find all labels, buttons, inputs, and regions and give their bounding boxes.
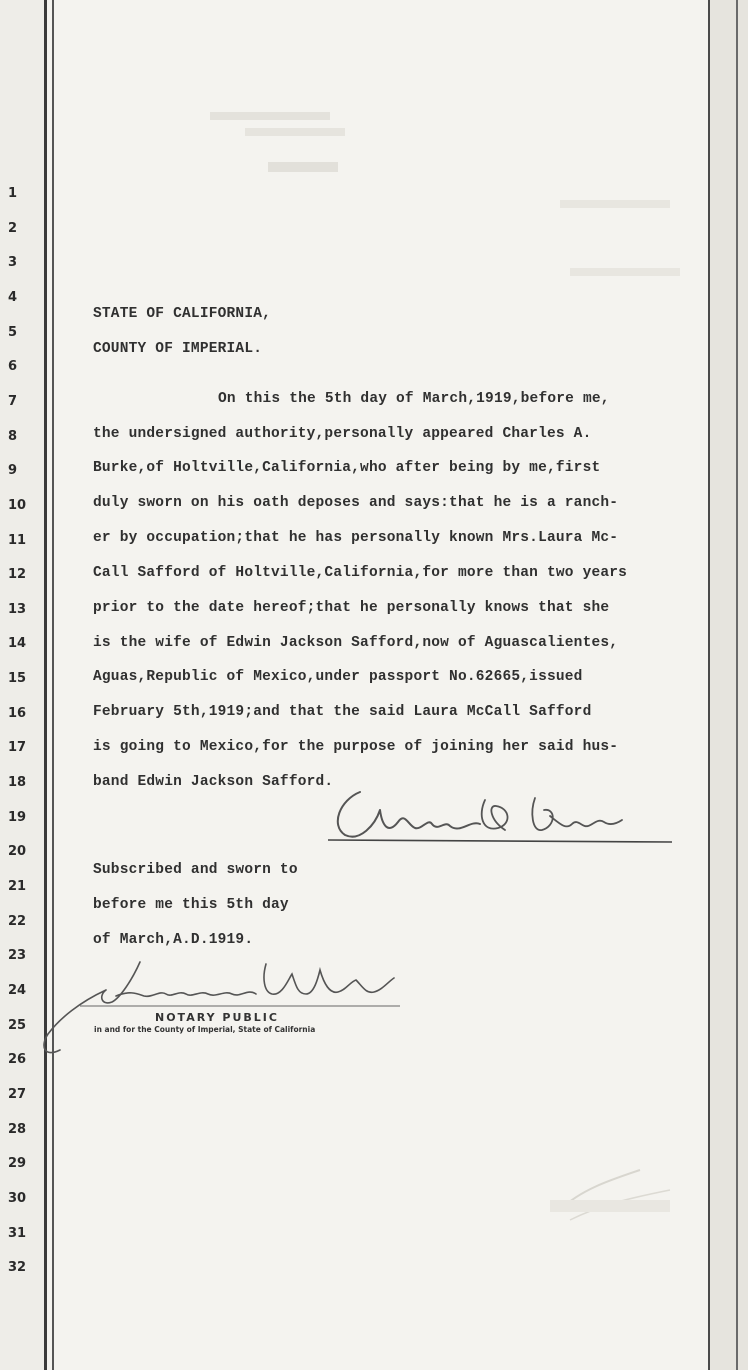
affiant-signature <box>320 780 680 850</box>
line-number: 18 <box>8 775 27 791</box>
affidavit-line: prior to the date hereof;that he personally knows that she <box>93 600 610 616</box>
line-number: 10 <box>8 497 27 513</box>
state-heading: STATE OF CALIFORNIA, <box>93 306 272 322</box>
line-number: 16 <box>8 705 27 721</box>
line-number: 21 <box>8 879 27 894</box>
line-number-column <box>0 0 44 1370</box>
affidavit-line: Aguas,Republic of Mexico,under passport No.62665,issued <box>93 669 583 685</box>
line-number: 2 <box>8 220 18 236</box>
line-number: 13 <box>8 601 27 617</box>
line-number: 5 <box>8 324 18 340</box>
line-number: 29 <box>8 1156 27 1172</box>
line-number: 1 <box>8 186 18 201</box>
line-number: 15 <box>8 671 27 687</box>
right-page-edge-line <box>736 0 738 1370</box>
line-number: 7 <box>8 393 18 409</box>
affidavit-line: er by occupation;that he has personally known Mrs.Laura Mc- <box>93 530 619 546</box>
affidavit-line: February 5th,1919;and that the said Laura McCall Safford <box>93 704 592 720</box>
line-number: 30 <box>8 1190 27 1206</box>
line-number: 12 <box>8 567 27 583</box>
affidavit-line: duly sworn on his oath deposes and says:that he is a ranch- <box>93 495 619 511</box>
bleed-through-mark <box>570 268 680 276</box>
affidavit-line: On this the 5th day of March,1919,before me, <box>218 391 610 407</box>
line-number: 20 <box>8 844 27 860</box>
notary-title: NOTARY PUBLIC <box>155 1011 279 1024</box>
line-number: 31 <box>8 1225 27 1241</box>
bleed-through-mark <box>245 128 345 136</box>
affidavit-line: is the wife of Edwin Jackson Safford,now of Aguascalientes, <box>93 635 619 651</box>
margin-rule <box>44 0 47 1370</box>
line-number: 17 <box>8 740 27 756</box>
line-number: 25 <box>8 1017 27 1033</box>
affidavit-line: the undersigned authority,personally appeared Charles A. <box>93 426 592 442</box>
jurat-line: of March,A.D.1919. <box>93 932 254 948</box>
affidavit-line: is going to Mexico,for the purpose of joining her said hus- <box>93 739 619 755</box>
notary-signature <box>20 950 420 1070</box>
line-number: 23 <box>8 948 27 964</box>
line-number: 9 <box>8 463 18 479</box>
jurat-line: before me this 5th day <box>93 897 289 913</box>
bleed-through-mark <box>268 162 338 172</box>
line-number: 19 <box>8 809 27 825</box>
jurat-line: Subscribed and sworn to <box>93 862 298 878</box>
line-number: 6 <box>8 359 18 375</box>
margin-rule-inner <box>52 0 54 1370</box>
notary-subtitle: in and for the County of Imperial, State of California <box>94 1025 316 1034</box>
faint-seal-mark <box>540 1150 690 1230</box>
line-number: 32 <box>8 1260 27 1276</box>
line-number: 27 <box>8 1086 27 1102</box>
line-number: 4 <box>8 289 18 305</box>
line-number: 28 <box>8 1121 27 1137</box>
line-number: 14 <box>8 636 27 652</box>
affidavit-line: band Edwin Jackson Safford. <box>93 774 334 790</box>
affidavit-line: Call Safford of Holtville,California,for more than two years <box>93 565 628 581</box>
line-number: 3 <box>8 255 18 271</box>
right-page-edge <box>708 0 748 1370</box>
bleed-through-mark <box>210 112 330 120</box>
line-number: 8 <box>8 428 18 444</box>
line-number: 26 <box>8 1052 27 1068</box>
line-number: 22 <box>8 913 27 929</box>
bleed-through-mark <box>560 200 670 208</box>
line-number: 11 <box>8 532 27 548</box>
county-heading: COUNTY OF IMPERIAL. <box>93 341 263 357</box>
affidavit-line: Burke,of Holtville,California,who after being by me,first <box>93 460 601 476</box>
line-number: 24 <box>8 982 27 998</box>
